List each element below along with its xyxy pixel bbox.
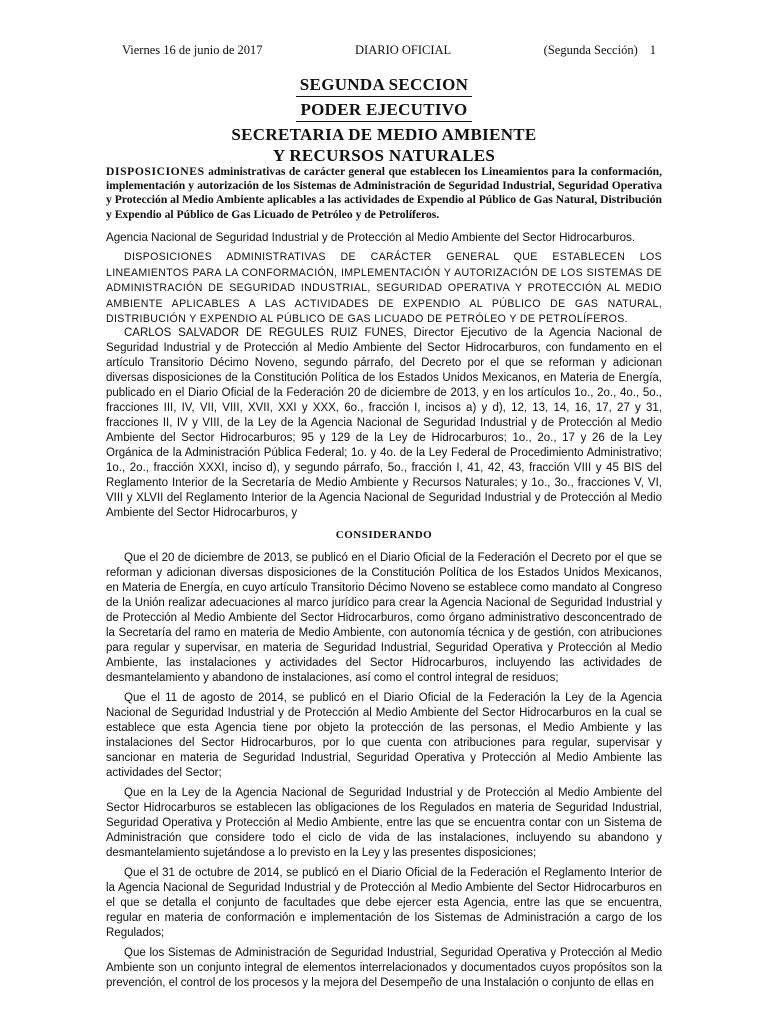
considerando-paragraph-1: Que el 20 de diciembre de 2013, se publicó en el Diario Oficial de la Federación el Decreto por el que se reforman y adicionan diversas disposiciones de la Constitución Política de los Estados Unidos Mexicanos, en Materia de Energía, en cuyo artículo Transitorio Décimo Noveno se establece como mandato al Congreso de la Unión realizar adecuaciones al marco jurídico para crear la Agencia Nacional de Seguridad Industrial y de Protección al Medio Ambiente del Sector Hidrocarburos, como órgano administrativo desconcentrado de la Secretaría del ramo en materia de Medio Ambiente, con autonomía técnica y de gestión, con atribuciones para regular y supervisar, en materia de Seguridad Industrial, Seguridad Operativa y Protección al Medio Ambiente, las instalaciones y actividades del Sector Hidrocarburos, incluyendo las actividades de desmantelamiento y abandono de instalaciones, así como el control integral de residuos; <box>106 552 662 684</box>
considerando-paragraph-2: Que el 11 de agosto de 2014, se publicó en el Diario Oficial de la Federación la Ley de la Agencia Nacional de Seguridad Industrial y de Protección al Medio Ambiente del Sector Hidrocarburos en la cual se establece que esta Agencia tiene por objeto la protección de las personas, el Medio Ambiente y las instalaciones del Sector Hidrocarburos, por lo que cuenta con atribuciones para regular, supervisar y sancionar en materia de Seguridad Industrial, Seguridad Operativa y Protección al Medio Ambiente las actividades del Sector; <box>106 692 662 779</box>
ministry-heading-line1: SECRETARIA DE MEDIO AMBIENTE <box>231 125 537 144</box>
running-header <box>122 43 656 58</box>
folio <box>544 43 656 58</box>
section-label: (Segunda Sección) <box>543 43 638 57</box>
publication-name: DIARIO OFICIAL <box>355 43 452 57</box>
ministry-heading-line2: Y RECURSOS NATURALES <box>272 146 496 165</box>
agency-line: Agencia Nacional de Seguridad Industrial y de Protección al Medio Ambiente del Sector Hidrocarburos. <box>106 231 636 244</box>
preamble-paragraph: CARLOS SALVADOR DE REGULES RUIZ FUNES, Director Ejecutivo de la Agencia Nacional de Seguridad Industrial y de Protección al Medio Ambiente del Sector Hidrocarburos, con fundamento en el artículo Transitorio Décimo Noveno, segundo párrafo, del Decreto por el que se reforman y adicionan diversas disposiciones de la Constitución Política de los Estados Unidos Mexicanos, en Materia de Energía, publicado en el Diario Oficial de la Federación 20 de diciembre de 2013, y en los artículos 1o., 2o., 4o., 5o., fracciones III, IV, VII, VIII, XVII, XXI y XXX, 6o., fracción I, incisos a) y d), 12, 13, 14, 16, 17, 27 y 31, fracciones II, IV y VIII, de la Ley de la Agencia Nacional de Seguridad Industrial y de Protección al Medio Ambiente del Sector Hidrocarburos; 95 y 129 de la Ley de Hidrocarburos; 1o., 2o., 17 y 26 de la Ley Orgánica de la Administración Pública Federal; 1o. y 4o. de la Ley Federal de Procedimiento Administrativo; 1o., 2o., fracción XXXI, inciso d), y segundo párrafo, 5o., fracción I, 41, 42, 43, fracción VIII y 45 BIS del Reglamento Interior de la Secretaría de Medio Ambiente y Recursos Naturales; y 1o., 3o., fracciones V, VI, VIII y XLVII del Reglamento Interior de la Agencia Nacional de Seguridad Industrial y de Protección al Medio Ambiente del Sector Hidrocarburos, y <box>106 327 662 519</box>
disposition-title <box>106 165 662 222</box>
issue-date: Viernes 16 de junio de 2017 <box>122 43 263 57</box>
caps-title: DISPOSICIONES ADMINISTRATIVAS DE CARÁCTER GENERAL QUE ESTABLECEN LOS LINEAMIENTOS PARA LA CONFORMACIÓN, IMPLEMENTACIÓN Y AUTORIZACIÓN DE LOS SISTEMAS DE ADMINISTRACIÓN DE SEGURIDAD INDUSTRIAL, SEGURIDAD OPERATIVA Y PROTECCIÓN AL MEDIO AMBIENTE APLICABLES A LAS ACTIVIDADES DE EXPENDIO AL PÚBLICO DE GAS NATURAL, DISTRIBUCIÓN Y EXPENDIO AL PÚBLICO DE GAS LICUADO DE PETRÓLEO Y DE PETROLÍFEROS. <box>106 251 662 326</box>
document-body <box>106 326 662 989</box>
section-heading: SEGUNDA SECCION <box>296 74 472 97</box>
considerando-paragraph-4: Que el 31 de octubre de 2014, se publicó en el Diario Oficial de la Federación el Reglamento Interior de la Agencia Nacional de Seguridad Industrial y de Protección al Medio Ambiente del Sector Hidrocarburos en el que se detalla el conjunto de facultades que debe ejercer esta Agencia, entre las que se encuentra, regular en materia de conformación e implementación de los Sistemas de Administración a cargo de los Regulados; <box>106 867 662 939</box>
disposition-rest: administrativas de carácter general que establecen los Lineamientos para la conformación, implementación y autorización de los Sistemas de Administración de Seguridad Industrial, Seguridad Operativa y Protección al Medio Ambiente aplicables a las actividades de Expendio al Público de Gas Natural, Distribución y Expendio al Público de Gas Licuado de Petróleo y de Petrolíferos. <box>106 165 662 221</box>
power-heading: PODER EJECUTIVO <box>296 99 471 122</box>
disposition-lead: DISPOSICIONES <box>106 165 205 178</box>
considerando-paragraph-3: Que en la Ley de la Agencia Nacional de Seguridad Industrial y de Protección al Medio Ambiente del Sector Hidrocarburos se establecen las obligaciones de los Regulados en materia de Seguridad Industrial, Seguridad Operativa y Protección al Medio Ambiente, entre las que se encuentra contar con un Sistema de Administración que considere todo el ciclo de vida de las instalaciones, incluyendo su abandono y desmantelamiento sujetándose a lo previsto en la Ley y las presentes disposiciones; <box>106 787 662 859</box>
page-number: 1 <box>649 43 656 57</box>
considerando-heading: CONSIDERANDO <box>335 529 433 541</box>
considerando-paragraph-5: Que los Sistemas de Administración de Seguridad Industrial, Seguridad Operativa y Protección al Medio Ambiente son un conjunto integral de elementos interrelacionados y documentados cuyos propósitos son la prevención, el control de los procesos y la mejora del Desempeño de una Instalación o conjunto de ellas en <box>106 947 662 989</box>
section-block <box>0 74 768 166</box>
